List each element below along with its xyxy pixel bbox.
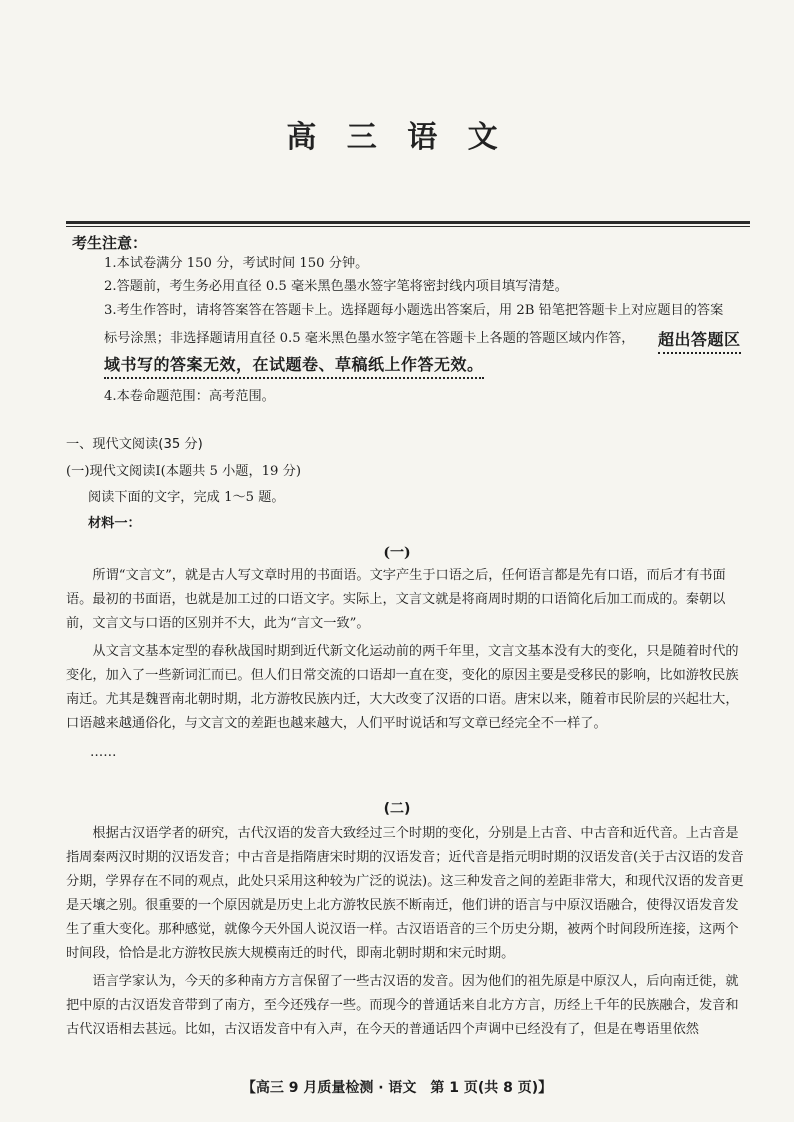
article-paragraph-3: [66, 822, 750, 966]
article-paragraph-2: [66, 640, 750, 736]
header-rule-thin: [66, 226, 750, 227]
notice-item-3-cont: 标号涂黑；非选择题请用直径 0.5 毫米黑色墨水签字笔在答题卡上各题的答题区域内作答，: [104, 331, 635, 346]
article-heading-1: (一): [383, 545, 411, 561]
page-footer: 【高三 9 月质量检测 · 语文 第 1 页(共 8 页)】: [241, 1080, 553, 1096]
paragraph-4-text: 语言学家认为，今天的多种南方方言保留了一些古汉语的发音。因为他们的祖先原是中原汉人，后向南迁徙，就把中原的古汉语发音带到了南方，至今还残存一些。而现今的普通话来自北方方言，历经上千年的民族融合，发音和古代汉语相去甚远。比如，古汉语发音中有入声，在今天的普通话四个声调中已经没有了，但是在粤语里依然: [66, 974, 739, 1037]
article-paragraph-1: [66, 564, 750, 636]
article-paragraph-4: [66, 970, 750, 1042]
material-label: 材料一：: [88, 516, 141, 531]
article-heading-2: (二): [383, 801, 411, 817]
page-title: 高 三 语 文: [286, 120, 508, 155]
notice-emphasis-a-text: 超出答题区: [658, 330, 741, 354]
notice-item-1: 1.本试卷满分 150 分，考试时间 150 分钟。: [104, 256, 369, 271]
section-sub1: (一)现代文阅读Ⅰ(本题共 5 小题，19 分): [66, 464, 301, 479]
notice-item-2: 2.答题前，考生务必用直径 0.5 毫米黑色墨水签字笔将密封线内项目填写清楚。: [104, 279, 568, 294]
section-part1: 一、现代文阅读(35 分): [66, 437, 203, 452]
paragraph-3-text: 根据古汉语学者的研究，古代汉语的发音大致经过三个时期的变化，分别是上古音、中古音和近代音。上古音是指周秦两汉时期的汉语发音；中古音是指隋唐宋时期的汉语发音；近代音是指元明时期的汉语发音(关于古汉语的发音分期，学界存在不同的观点，此处只采用这种较为广泛的说法)。这三种发音之间的差距非常大，和现代汉语的发音更是天壤之别。很重要的一个原因就是历史上北方游牧民族不断南迁，他们讲的语言与中原汉语融合，使得汉语发音发生了重大变化。那种感觉，就像今天外国人说汉语一样。古汉语语音的三个历史分期，被两个时间段所连接，这两个时间段，恰恰是北方游牧民族大规模南迁的时代，即南北朝时期和宋元时期。: [66, 826, 744, 961]
notice-item-3: 3.考生作答时，请将答案答在答题卡上。选择题每小题选出答案后，用 2B 铅笔把答题卡上对应题目的答案: [104, 303, 724, 318]
paragraph-2-text: 从文言文基本定型的春秋战国时期到近代新文化运动前的两千年里，文言文基本没有大的变化，只是随着时代的变化，加入了一些新词汇而已。但人们日常交流的口语却一直在变，变化的原因主要是受移民的影响，比如游牧民族南迁。尤其是魏晋南北朝时期，北方游牧民族内迁，大大改变了汉语的口语。唐宋以来，随着市民阶层的兴起壮大，口语越来越通俗化，与文言文的差距也越来越大，人们平时说话和写文章已经完全不一样了。: [66, 644, 739, 731]
notice-emphasis-a: [658, 327, 741, 350]
notice-item-4: 4.本卷命题范围：高考范围。: [104, 389, 275, 404]
header-rule-thick: [66, 221, 750, 224]
ellipsis: ……: [90, 745, 117, 760]
notice-emphasis-b-text: 域书写的答案无效，在试题卷、草稿纸上作答无效。: [104, 355, 484, 379]
notice-emphasis-b: [104, 352, 484, 375]
paragraph-1-text: 所谓“文言文”，就是古人写文章时用的书面语。文字产生于口语之后，任何语言都是先有口语，而后才有书面语。最初的书面语，也就是加工过的口语文字。实际上，文言文就是将商周时期的口语简化后加工而成的。秦朝以前，文言文与口语的区别并不大，此为“言文一致”。: [66, 568, 726, 631]
section-instruction: 阅读下面的文字，完成 1～5 题。: [88, 490, 285, 505]
notice-heading: 考生注意：: [72, 234, 148, 252]
